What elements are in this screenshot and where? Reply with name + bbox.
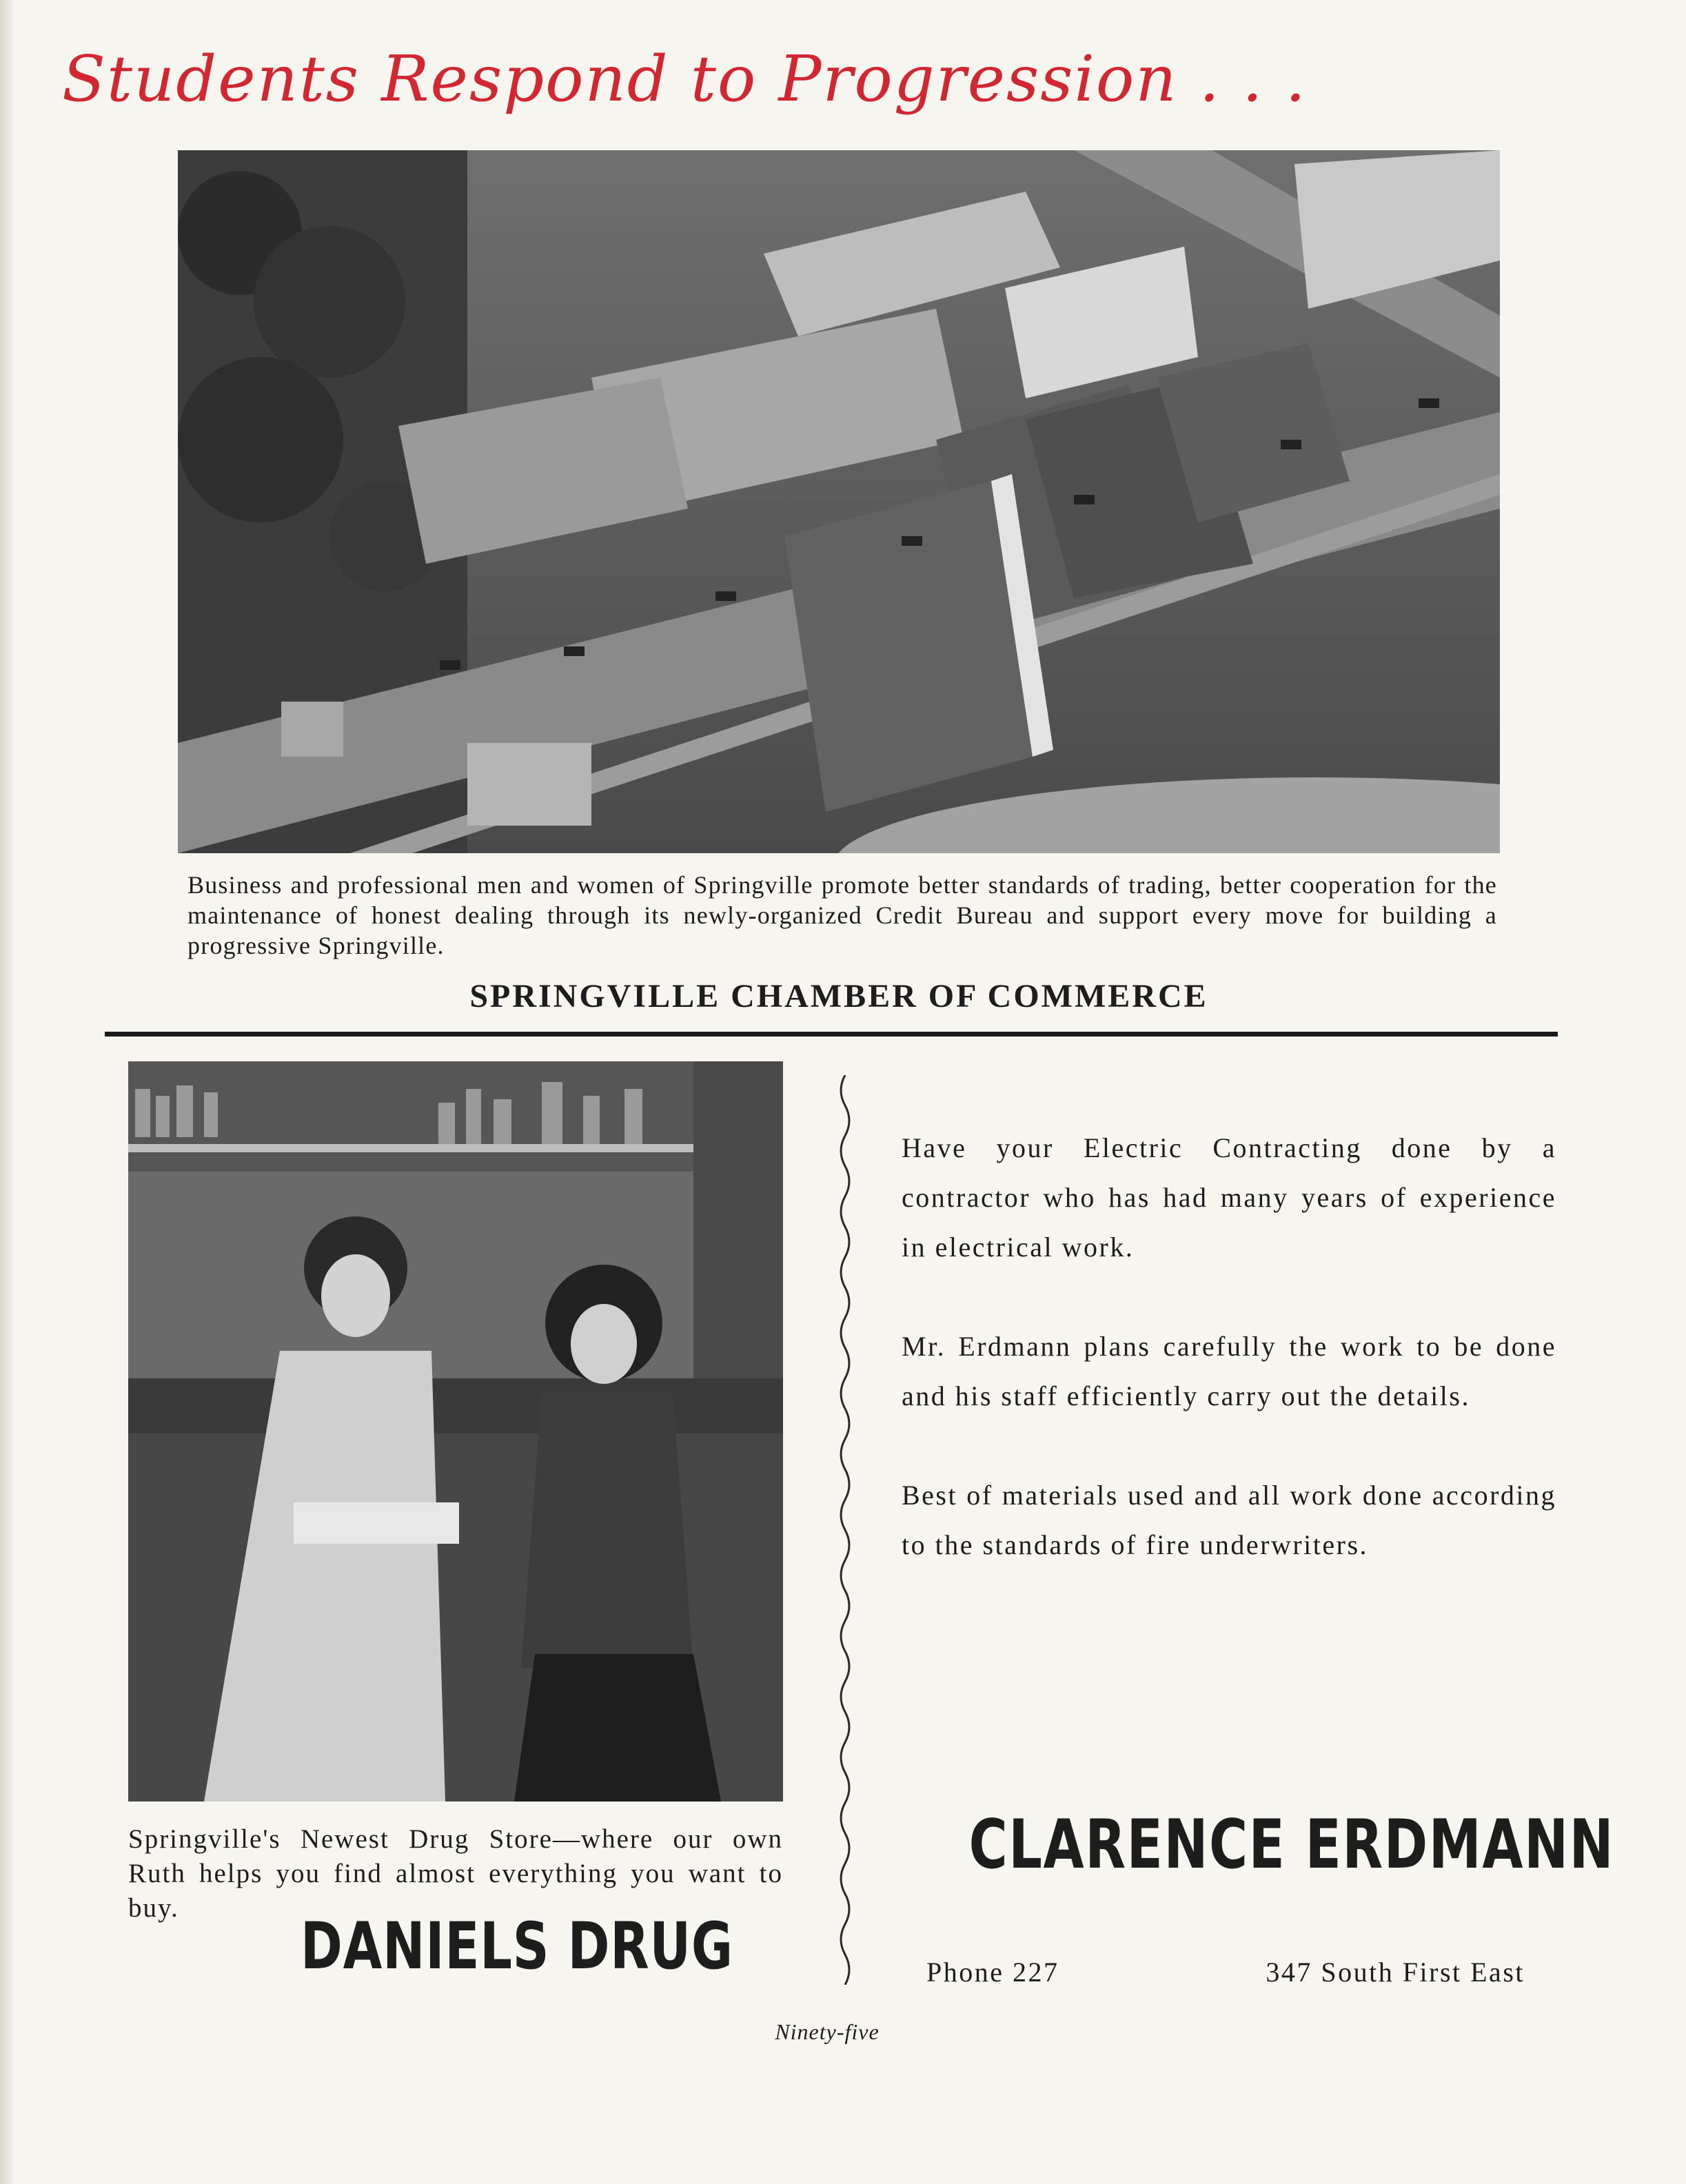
contractor-address: 347 South First East bbox=[1266, 1957, 1525, 1988]
contractor-name: CLARENCE ERDMANN bbox=[968, 1806, 1615, 1884]
page-edge-shadow bbox=[0, 0, 15, 2184]
electric-paragraph: Have your Electric Contracting done by a contractor who has had many years of experience in electrical work. bbox=[902, 1132, 1556, 1263]
drug-store-name: DANIELS DRUG bbox=[301, 1909, 733, 1984]
wavy-divider bbox=[831, 1075, 859, 1985]
drug-store-photo bbox=[128, 1061, 783, 1802]
aerial-photo-springville bbox=[178, 150, 1500, 853]
chamber-name: SPRINGVILLE CHAMBER OF COMMERCE bbox=[469, 978, 1208, 1014]
section-divider bbox=[105, 1032, 1558, 1037]
electric-copy bbox=[902, 1123, 1556, 1620]
contractor-phone: Phone 227 bbox=[926, 1957, 1059, 1988]
chamber-caption: Business and professional men and women of Springville promote better standards of trading, better cooperation for the maintenance of honest dealing through its newly-organized Credit Bureau and support every move for building a progressive Springville. bbox=[187, 871, 1497, 959]
drug-caption: Springville's Newest Drug Store—where our own Ruth helps you find almost everything you want to buy. bbox=[128, 1824, 783, 1923]
page-headline: Students Respond to Progression . . . bbox=[62, 42, 1308, 116]
electric-paragraph: Best of materials used and all work done according to the standards of fire underwriters. bbox=[902, 1480, 1556, 1560]
page-number: Ninety-five bbox=[775, 2019, 880, 2044]
electric-paragraph: Mr. Erdmann plans carefully the work to be done and his staff efficiently carry out the details. bbox=[902, 1331, 1556, 1411]
